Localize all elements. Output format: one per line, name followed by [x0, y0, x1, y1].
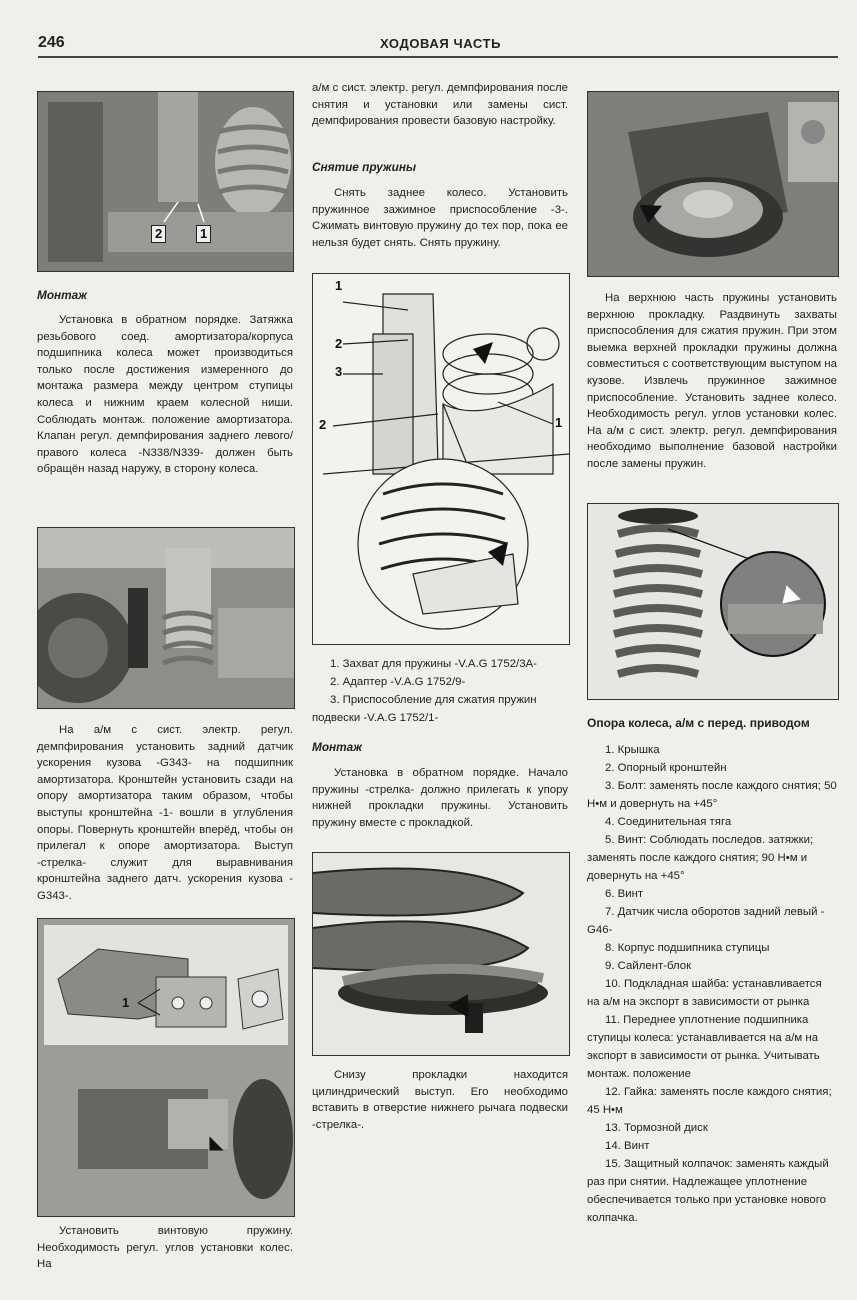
montage-text-1: Установка в обратном порядке. Затяжка резьбового соед. амортизатора/корпуса подшипника колеса может производиться только после достижения измеренного до монтажа размера между центром ступицы колеса и нижним краем колесной ниши. Соблюдать монтаж. положение амортизатора. Клапан регул. демпфирования заднего левого/правого колеса -N338/N339- должен быть обращён назад наружу, в сторону колеса. — [37, 314, 293, 476]
part-item: 9. Сайлент-блок — [605, 960, 692, 972]
photo-sensor-bracket-art — [38, 528, 294, 708]
legend-item: 3. Приспособление для сжатия пружин подвески -V.A.G 1752/1- — [312, 694, 537, 724]
wheel-bearing-heading: Опора колеса, а/м с перед. приводом — [587, 716, 810, 730]
photo-shock-mount-art — [38, 92, 293, 271]
callout-2-lower: 2 — [319, 417, 327, 432]
montage-heading-1: Монтаж — [37, 288, 87, 302]
parts-list — [587, 741, 837, 1227]
damping-text: а/м с сист. электр. регул. демпфирования после снятия и установки или замены сист. демпфирования провести базовую настройку. — [312, 82, 568, 128]
photo-spring-seat — [587, 91, 839, 277]
page-header — [38, 34, 838, 58]
part-item: 2. Опорный кронштейн — [605, 762, 727, 774]
photo-sensor-bracket — [37, 527, 295, 709]
part-item: 4. Соединительная тяга — [605, 816, 732, 828]
part-item: 10. Подкладная шайба: устанавливается на а/м на экспорт в зависимости от рынка — [587, 978, 822, 1008]
section-title: ХОДОВАЯ ЧАСТЬ — [380, 36, 502, 51]
part-item: 7. Датчик числа оборотов задний левый -G46- — [587, 906, 825, 936]
photo-spring-recess-art — [588, 504, 838, 699]
page-number: 246 — [38, 34, 65, 51]
bottom-text: Установить винтовую пружину. Необходимость регул. углов установки колес. На — [37, 1225, 293, 1271]
part-item: 12. Гайка: заменять после каждого снятия; 45 Н•м — [587, 1086, 832, 1116]
spring-removal-text: Снять заднее колесо. Установить пружинное зажимное приспособление -3-. Сжимать винтовую пружину до тех пор, пока ее нельзя будет снять. Снять пружину. — [312, 187, 568, 249]
legend-item: 1. Захват для пружины -V.A.G 1752/3A- — [330, 658, 537, 670]
spring-removal-heading: Снятие пружины — [312, 160, 417, 174]
callout-1: 1 — [122, 995, 130, 1010]
photo-bracket-closeup — [37, 918, 295, 1217]
montage-text-2: Установка в обратном порядке. Начало пружины -стрелка- должно прилегать к упору нижней прокладки пружины. Установить пружину вместе с прокладкой. — [312, 767, 568, 829]
pad-caption-text: Снизу прокладки находится цилиндрический выступ. Его необходимо вставить в отверстие нижнего рычага подвески -стрелка-. — [312, 1069, 568, 1131]
part-item: 13. Тормозной диск — [605, 1122, 708, 1134]
photo-spring-seat-art — [588, 92, 838, 276]
part-item: 5. Винт: Соблюдать последов. затяжки; заменять после каждого снятия; 90 Н•м и довернуть на +45° — [587, 834, 814, 882]
tool-legend — [312, 655, 568, 727]
callout-1-right: 1 — [555, 415, 563, 430]
callout-1: 1 — [196, 225, 211, 243]
photo-shock-mount — [37, 91, 294, 272]
photo-bracket-closeup-art — [38, 919, 294, 1216]
part-item: 11. Переднее уплотнение подшипника ступицы колеса: устанавливается на а/м на экспорт в зависимости от рынка. Учитывать монтаж. положение — [587, 1014, 820, 1080]
part-item: 15. Защитный колпачок: заменять каждый раз при снятии. Надлежащее уплотнение обеспечивается только при установке нового колпачка. — [587, 1158, 829, 1224]
part-item: 6. Винт — [605, 888, 644, 900]
upper-pad-text: На верхнюю часть пружины установить верхнюю прокладку. Раздвинуть захваты приспособления для сжатия пружин. При этом выемка верхней прокладки пружины должна совместиться с соответствующим выступом на кузове. Извлечь пружинное зажимное приспособление. Установить заднее колесо. Необходимость регул. углов установки колес. На а/м с сист. электр. регул. демпфирования необходимо выполнение базовой настройки после замены пружин. — [587, 292, 837, 470]
diagram-spring-compressor-art — [313, 274, 569, 644]
callout-2-left: 2 — [335, 336, 343, 351]
photo-spring-pad-art — [313, 853, 569, 1055]
part-item: 1. Крышка — [605, 744, 660, 756]
callout-1-top: 1 — [335, 278, 343, 293]
part-item: 8. Корпус подшипника ступицы — [605, 942, 770, 954]
diagram-spring-compressor — [312, 273, 570, 645]
photo-spring-pad — [312, 852, 570, 1056]
callout-2: 2 — [151, 225, 166, 243]
part-item: 3. Болт: заменять после каждого снятия; 50 Н•м и довернуть на +45° — [587, 780, 837, 810]
callout-3: 3 — [335, 364, 343, 379]
sensor-text: На а/м с сист. электр. регул. демпфирования установить задний датчик ускорения кузова -G343- на подшипник амортизатора. Кронштейн установить сзади на опору амортизатора таким образом, чтобы выступы кронштейна -1- вошли в углубления опоры. Повернуть кронштейн вперёд, чтобы он прилегал к опоре амортизатора. Выступ -стрелка- служит для выравнивания кронштейна заднего датч. ускорения кузова -G343-. — [37, 724, 293, 902]
photo-spring-recess — [587, 503, 839, 700]
montage-heading-2: Монтаж — [312, 740, 362, 754]
part-item: 14. Винт — [605, 1140, 650, 1152]
legend-item: 2. Адаптер -V.A.G 1752/9- — [330, 676, 466, 688]
